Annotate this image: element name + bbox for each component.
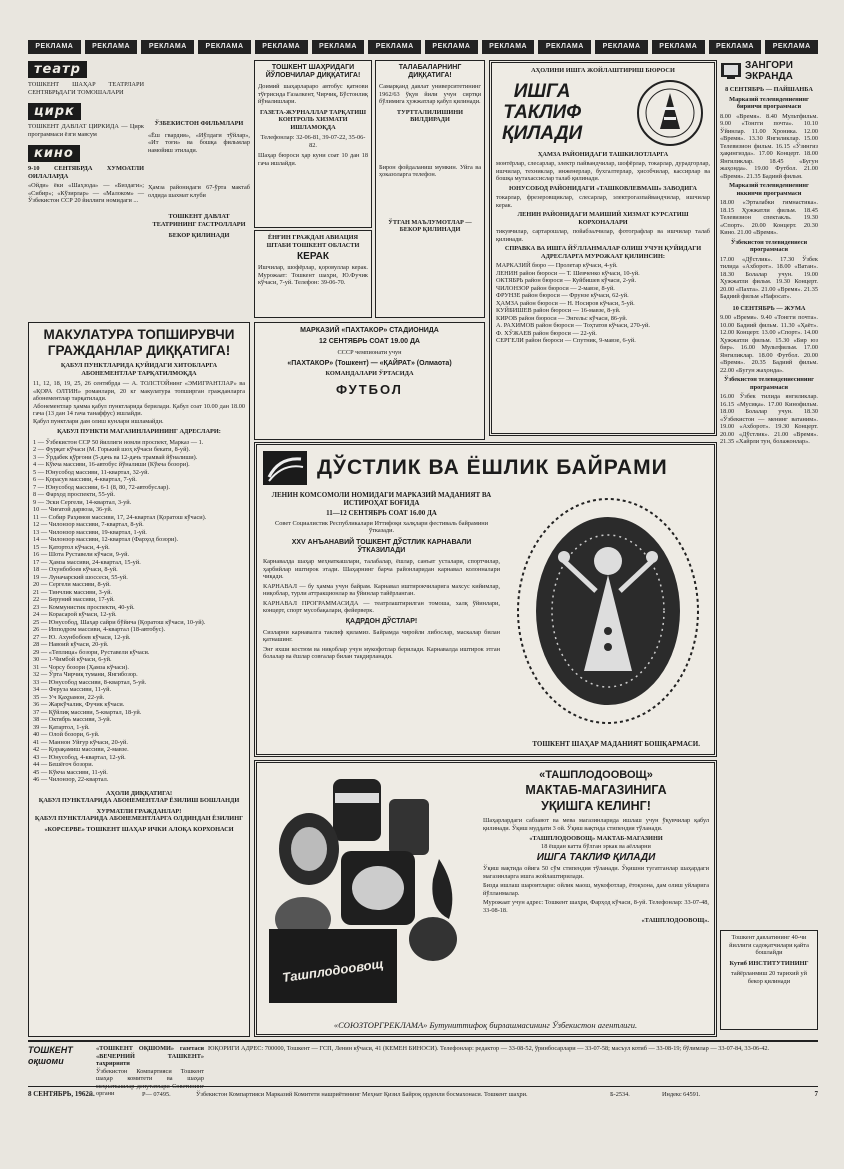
- footer-divider: [28, 1040, 818, 1042]
- tv-notice-heading: Кутиб ИНСТИТУТИНИНГ: [729, 959, 809, 967]
- address-item: 1 — Ўзбекистон ССР 50 йиллиги номли проспект, Марказ — 1.: [33, 438, 204, 446]
- festival-logo-icon: [263, 451, 307, 485]
- tv-schedule-3: 17.00 «Дўстлик». 17.30 Ўзбек тилида «Ахборот». 18.00 «Ватан». 18.30 Болалар учун. 19.00 Ҳужжатли фильм. 19.30 Концерт. 20.00 «Пахта». 21.00 «Время». 21.35 Бадиий фильм «Нафосат».: [720, 255, 818, 300]
- address-item: 35 — Уч Қаҳрамон, 22-уй.: [33, 693, 105, 701]
- waste-paper-notice: [28, 322, 250, 1037]
- address-item: 14 — Чилонзор массиви, 12-квартал (Фарҳод бозори).: [33, 536, 179, 543]
- plodo-signature: «ТАШПЛОДООВОЩ».: [641, 917, 709, 924]
- students-subheading: ТУРТТАЛИЛИШИНИ ВИЛДИРАДИ: [396, 108, 464, 124]
- address-item: 38 — Октябрь массиви, 3-уй.: [33, 716, 112, 723]
- students-notice: [375, 60, 485, 318]
- plodo-logo: Ташплодоовощ: [281, 955, 385, 986]
- students-title: ТАЛАБАЛАРНИНГ ДИҚҚАТИГА!: [398, 64, 462, 80]
- strip-label: РЕКЛАМА: [595, 40, 648, 54]
- address-item: 29 — «Теплица» бозори, Руставели кўчаси.: [33, 648, 150, 656]
- waste-paper-end-2: ҚАБУЛ ПУНКТЛАРИДА АБОНЕМЕНТЛАР ЁЗИЛИШ БОШЛАНДИ: [38, 797, 240, 804]
- address-item: 33 — Юнусобод массиви, 8-квартал, 5-уй.: [33, 678, 147, 686]
- tv-notice-text-2: тайёрланмиш 20 тарихий уй бекор қилинади: [731, 970, 807, 985]
- tv-section-4: Ўзбекистон телевидениесининг программаси: [724, 376, 814, 391]
- address-item: 21 — Тинчлик массиви, 3-уй.: [33, 588, 113, 596]
- newspaper-name: «ТОШКЕНТ ОҚШОМИ» газетаси «ВЕЧЕРНИЙ ТАШКЕНТ» таҳририяти: [96, 1045, 204, 1067]
- address-item: 18 — Охунбобоев кўчаси, 8-уй.: [33, 566, 118, 573]
- tv-section-2: Марказий телевидениенинг иккинчи программаси: [729, 182, 809, 197]
- carnival-p1: Карнавалда шаҳар меҳнаткашлари, талабалар, ёшлар, санъат усталари, спортчилар, ҳарбийлар иштирок этади. Шаҳарнинг барча районларидан карнавал колонналари чиқади.: [263, 558, 500, 581]
- carnival-p5: Энг яхши костюм ва ниқоблар учун мукофотлар берилади. Карнавалда иштирок этган болалар ва ёшлар совғалар билан тақдирланади.: [263, 645, 500, 661]
- address-item: 28 — Навоий кўчаси, 20-уй.: [33, 641, 109, 648]
- address-item: 46 — Чилонзор, 22-квартал.: [33, 776, 109, 783]
- theatre-heading: театр: [28, 61, 87, 78]
- strip-label: РЕКЛАМА: [709, 40, 762, 54]
- carnival-p2: КАРНАВАЛ — бу ҳамма учун байрам. Карнавал иштирокчиларига махсус кийимлар, ниқоблар, турли аттракционлар ва ўйинлар тайёрланган.: [263, 582, 500, 598]
- address-item: 20 — Сергели массиви, 8-уй.: [33, 581, 111, 588]
- students-text-2: Бирон фойдаланиш мумкин. Уйга ва ҳоказоларга телефон.: [379, 163, 481, 179]
- passengers-notice: [254, 60, 372, 228]
- address-item: 42 — Қорақамиш массиви, 2-мавзе.: [33, 746, 129, 753]
- job-sub-2: ЮНУСОБОД РАЙОНИДАГИ «ТАШКОВЛЕВМАШ» ЗАВОДИГА: [509, 184, 697, 192]
- festival-intro: Совет Социалистик Республикалари Иттифоқи халқлари фестиваль байрамини ўтказади.: [275, 519, 488, 535]
- festival-ad: [254, 442, 717, 757]
- advertisement-strip: [28, 40, 818, 54]
- job-offer-title-1: ИШГА: [513, 81, 571, 102]
- match-time: 12 СЕНТЯБРЬ СОАТ 19.00 ДА: [319, 338, 420, 346]
- tv-notice: [720, 930, 818, 1030]
- strip-label: РЕКЛАМА: [368, 40, 421, 54]
- football-label: ФУТБОЛ: [336, 381, 403, 397]
- strip-label: РЕКЛАМА: [85, 40, 138, 54]
- address-item: 3 — Ўрдабек қўрғони (5-дачь ва 12-дачь трамвай йўналиши).: [33, 453, 198, 461]
- address-item: 8 — Фарҳод проспекти, 55-уй.: [33, 491, 115, 498]
- job-offer-title: [502, 81, 582, 144]
- festival-text-column: [263, 491, 500, 731]
- address-item: 15 — Қатортол кўчаси, 4-уй.: [33, 543, 110, 551]
- strip-label: РЕКЛАМА: [198, 40, 251, 54]
- job-bureau-heading: АҲОЛИНИ ИШГА ЖОЙЛАШТИРИШ БЮРОСИ: [531, 67, 675, 74]
- strip-label: РЕКЛАМА: [425, 40, 478, 54]
- cinema-subheading: 9-10 СЕНТЯБРДА ХУМОАТЛИ ОИЛАЛАРДА: [28, 165, 144, 180]
- tv-icon: [720, 62, 742, 80]
- carnival-figure-icon: [508, 491, 708, 731]
- address-item: 19 — Луначарский шоссеси, 55-уй.: [33, 573, 128, 581]
- wanted-label: КЕРАК: [297, 251, 329, 262]
- tv-notice-text: Тошкент давлатининг 40-чи йиллиги садоқатчилари қайта бошлайди: [729, 934, 809, 956]
- address-item: 39 — Қатартол, 1-уй.: [33, 723, 90, 731]
- stadium-name: МАРКАЗИЙ «ПАХТАКОР» СТАДИОНИДА: [300, 327, 439, 334]
- tv-day-1: 8 СЕНТЯБРЬ — ПАЙШАНБА: [725, 86, 813, 93]
- address-item: 12 — Чилонзор массиви, 7-квартал, 8-уй.: [33, 521, 144, 528]
- job-address: СЕРГЕЛИ район бюроси — Спутник, 9-мавзе, 6-уй.: [496, 337, 636, 344]
- order-number: Б-2534.: [610, 1091, 630, 1098]
- job-bureau-logo-icon: [636, 79, 704, 147]
- job-address: ҲАМЗА район бюроси — Н. Носиров кўчаси, 5-уй.: [496, 299, 635, 307]
- issue-date: 8 СЕНТЯБРЬ, 1962й.: [28, 1090, 95, 1098]
- address-item: 43 — Юнусобод, 4-квартал, 12-уй.: [33, 753, 126, 761]
- cinema-heading: кино: [28, 145, 80, 162]
- address-item: 13 — Чилонзор массиви, 19-квартал, 1-уй.: [33, 528, 147, 536]
- job-address: МАРКАЗИЙ бюро — Пролетар кўчаси, 4-уй.: [496, 262, 618, 269]
- address-item: 27 — Ю. Ахунбобоев кўчаси, 12-уй.: [33, 633, 131, 641]
- festival-header: [263, 451, 708, 485]
- match-championship: СССР чемпионати учун: [337, 349, 402, 357]
- festival-illustration: [508, 491, 708, 731]
- address-item: 36 — Жаркўчалик, Фучик кўчаси.: [33, 701, 125, 708]
- waste-paper-subheading: ҚАБУЛ ПУНКТЛАРИДА ҚУЙИДАГИ ХИТОБЛАРГА АБОНЕМЕНТЛАР ТАРҚАТИЛМОҚДА: [60, 362, 218, 377]
- job-address: КИРОВ район бюроси — Энгельс кўчаси, 86-уй.: [496, 314, 628, 322]
- theatre-text: ТОШКЕНТ ШАҲАР ТЕАТРЛАРИ СЕНТЯБРЬДАГИ ТОМОШАЛАРИ: [28, 81, 144, 96]
- tv-title: [745, 60, 793, 82]
- carnival-p4: Сизларни карнавалга таклиф қиламиз. Байрамда чиройли либослар, маскалар билан қатнашинг.: [263, 628, 500, 644]
- waste-paper-title-2: ГРАЖДАНЛАР ДИҚҚАТИГА!: [47, 343, 231, 358]
- circus-heading: цирк: [28, 103, 81, 120]
- chess-club-text: Ҳамза районидаги 67-ўрта мактаб олдида шахмат клуби: [148, 184, 250, 199]
- theatre-tour-heading: ТОШКЕНТ ДАВЛАТ ТЕАТРИНИНГ ГАСТРОЛЛАРИ: [152, 213, 246, 228]
- job-text-3: тикувчилар, сартарошлар, пойабзалчилар, фотографлар ва ишчилар талаб қилинади.: [496, 228, 710, 243]
- films-heading: ЎЗБЕКИСТОН ФИЛЬМЛАРИ: [154, 120, 244, 127]
- plodo-age: 18 ёшдан катта бўлган эркак ва аёлларни: [541, 842, 651, 850]
- plodo-p1: Шаҳарлардаги сабзавот ва мева магазинларида ишлаш учун ўқувчилар қабул қилинади. Ўқиш муддати 3 ой. Ўқиш вақтида стипендия тўланади.: [483, 817, 709, 832]
- match-between: КОМАНДАЛАРИ ЎРТАСИДА: [325, 370, 414, 378]
- address-item: 41 — Маннон Уйғур кўчаси, 20-уй.: [33, 738, 128, 746]
- tv-heading: [720, 60, 818, 82]
- strip-label: РЕКЛАМА: [312, 40, 365, 54]
- waste-paper-address-heading: ҚАБУЛ ПУНКТИ МАГАЗИНЛАРИНИНГ АДРЕСЛАРИ:: [57, 428, 221, 435]
- tv-day-2: 10 СЕНТЯБРЬ — ЖУМА: [732, 304, 806, 312]
- students-footer: ЎТГАН МАЪЛУМОТЛАР — БЕКОР ҚИЛИНАДИ: [388, 218, 472, 234]
- strip-label: РЕКЛАМА: [141, 40, 194, 54]
- plodo-agency: «СОЮЗТОРГРЕКЛАМА» Бутуниттифоқ бирлашмасининг Ўзбекистон агентлиги.: [333, 1019, 638, 1030]
- address-item: 40 — Олой бозори, 6-уй.: [33, 731, 100, 738]
- job-offer-header: [502, 79, 704, 147]
- carnival-p3: КАРНАВАЛ ПРОГРАММАСИДА — театрлаштирилган томоша, халқ ўйинлари, концерт, спорт мусобақалари, фейерверк.: [263, 599, 500, 615]
- waste-paper-p3: Қабул пунктлари дам олиш кунлари ишламайди.: [33, 417, 164, 425]
- plodo-text-column: [483, 769, 709, 925]
- waste-paper-p2: Абонементлар ҳамма қабул пунктларида берилади. Қабул соат 10.00 дан 18.00 гача (13 дан 14 гача танаффус) ишлайди.: [33, 402, 245, 417]
- job-sub-1: ҲАМЗА РАЙОНИДАГИ ТАШКИЛОТЛАРГА: [537, 150, 669, 158]
- plodo-title-1: «ТАШПЛОДООВОЩ»: [539, 769, 653, 781]
- plodo-p2: Ўқиш вақтида ойига 50 сўм стипендия тўланади. Ўқишни тугатганлар шаҳардаги магазинларга ишга жойлаштирилади.: [483, 865, 709, 880]
- plodo-title-3: УҚИШГА КЕЛИНГ!: [541, 799, 651, 813]
- address-item: 4 — Кўкча массиви, 16-автобус йўналиши (Кўкча бозори).: [33, 461, 190, 468]
- address-item: 2 — Фурқат кўчаси (М. Горький шоҳ кўчаси бекати, 8-уй).: [33, 446, 191, 453]
- films-text: «Ёш гвардия», «Иўлдаги тўйлар», «Ит тоғи» ва бошқа фильмлар намойиш этилади.: [148, 131, 250, 154]
- waste-paper-title: [33, 327, 245, 359]
- press-service-hours: Шаҳар бюроси ҳар куни соат 10 дан 18 гача ишлайди.: [258, 152, 368, 167]
- plodo-illustration: [263, 769, 473, 1007]
- match-teams: «ПАХТАКОР» (Тошкент) — «ҚАЙРАТ» (Олмаота): [287, 359, 452, 367]
- address-item: 6 — Қорасув массиви, 4-квартал, 7-уй.: [33, 476, 137, 483]
- address-item: 11 — Собир Раҳимов массиви, 17, 24-квартал (Қоратош кўчаси).: [33, 513, 207, 521]
- address-item: 45 — Кўкча массиви, 11-уй.: [33, 768, 108, 776]
- print-code: Р— 07495.: [142, 1091, 171, 1098]
- cancelled-label: БЕКОР ҚИЛИНАДИ: [168, 232, 230, 239]
- address-item: 44 — Бешёғоч бозори.: [33, 761, 94, 768]
- index-number: Индекс 64591.: [662, 1091, 701, 1098]
- strip-label: РЕКЛАМА: [652, 40, 705, 54]
- carnival-held: ЎТКАЗИЛАДИ: [357, 546, 406, 554]
- carnival-heading: XXV АНЪАНАВИЙ ТОШКЕНТ ДЎСТЛИК КАРНАВАЛИ: [291, 538, 472, 546]
- strip-label: РЕКЛАМА: [482, 40, 535, 54]
- tv-program: [720, 60, 818, 1035]
- plodo-school-heading: «ТАШПЛОДООВОЩ» МАКТАБ-МАГАЗИНИ: [529, 835, 663, 842]
- address-item: 17 — Ҳамза массиви, 24-квартал, 15-уй.: [33, 558, 141, 566]
- plodo-p4: Мурожаат учун адрес: Тошкент шаҳри, Фарҳод кўчаси, 8-уй. Телефонлар: 33-07-48, 33-08-18.: [483, 899, 709, 914]
- plodo-title-2: МАКТАБ-МАГАЗИНИГА: [525, 783, 667, 797]
- tv-title-2: ЭКРАНДА: [745, 71, 793, 82]
- address-item: 34 — Феруза массиви, 11-уй.: [33, 686, 112, 693]
- waste-paper-end-5: «КОРСЕРВЕ» ТОШКЕНТ ШАҲАР ИЧКИ АЛОҚА КОРХОНАСИ: [44, 825, 234, 833]
- waste-paper-address-list: [33, 439, 245, 784]
- tv-section-3: Ўзбекистон телевидениеси программаси: [730, 238, 808, 253]
- print-house: Ўзбекистон Компартияси Марказий Комитети нашриётининг Меҳнат Қизил Байроқ орденли босмахонаси. Тошкент шаҳри.: [196, 1091, 528, 1098]
- job-address: А. РАХИМОВ район бюроси — Тоҳтатов кўчаси, 270-уй.: [496, 322, 650, 329]
- students-text: Самарқанд давлат университетининг 1962/63 ўқув йили учун сиртқи бўлимига ҳужжатлар қабул қилинади.: [379, 83, 481, 106]
- job-address: КУЙБИШЕВ район бюроси — 16-мавзе, 8-уй.: [496, 307, 621, 314]
- address-item: 30 — 1-Чимбой кўчаси, 6-уй.: [33, 656, 112, 663]
- job-address: Ф. ХЎЖАЕВ район бюроси — 22-уй.: [496, 329, 597, 337]
- job-address: ОКТЯБРЬ район бюроси — Куйбишев кўчаси, 2-уй.: [496, 277, 637, 284]
- festival-date: 11—12 СЕНТЯБРЬ СОАТ 16.00 ДА: [326, 509, 437, 518]
- address-item: 31 — Чорсу бозори (Ҳамза кўчаси).: [33, 663, 129, 671]
- address-item: 7 — Юнусобод массиви, 6-1 (8, 80, 72-автобуслар).: [33, 483, 170, 491]
- address-item: 5 — Юнусобод массиви, 11-квартал, 32-уй.: [33, 468, 150, 476]
- address-item: 16 — Шота Руставели кўчаси, 9-уй.: [33, 551, 130, 558]
- job-offer-title-2: ТАКЛИФ: [503, 102, 582, 123]
- editorial-address: [208, 1045, 818, 1075]
- address-item: 22 — Беруний массиви, 17-уй.: [33, 596, 115, 603]
- address-item: 25 — Юнусобод, Шаҳар сайри бўйича (Қоратош кўчаси, 10-уй).: [33, 618, 206, 626]
- strip-label: РЕКЛАМА: [538, 40, 591, 54]
- job-address-list: [496, 262, 710, 345]
- films-section: [148, 60, 250, 305]
- civil-defence-ad: [254, 230, 372, 318]
- plodo-p3: Бизда ишлаш шароитлари: ойлик маош, мукофотлар, ётоқхона, дам олиш уйларига йўлланмалар.: [483, 882, 709, 897]
- waste-paper-p1: 11, 12, 18, 19, 25, 26 сентябрда — А. ТОЛСТОЙнинг «ЭМИГРАНТЛАР» ва «ҚОРА ОЛТИН» романлари, 20 кг макулатура топширган гражданларга абонементлар тарқатилади.: [33, 380, 245, 402]
- footer-divider-2: [28, 1086, 818, 1087]
- tv-title-1: ЗАНГОРИ: [745, 60, 793, 71]
- press-service-phones: Телефонлар: 32-06-81, 39-07-22, 35-06-82.: [260, 134, 366, 149]
- tv-schedule-2: 18.00 «Эрталабки гимнастика». 18.15 Ҳужжатли фильм. 18.45 Телевизион спектакль. 19.30 «Спорт». 20.00 Концерт. 20.30 Кино. 21.00 «Время».: [720, 199, 818, 236]
- festival-venue: ЛЕНИН КОМСОМОЛИ НОМИДАГИ МАРКАЗИЙ МАДАНИЯТ ВА ИСТИРОҲАТ БОҒИДА: [271, 491, 492, 508]
- festival-title: ДЎСТЛИК ВА ЁШЛИК БАЙРАМИ: [317, 456, 668, 479]
- address-item: 24 — Корасарой кўчаси, 12-уй.: [33, 611, 117, 618]
- address-item: 10 — Чиғатой дарвоза, 36-уй.: [33, 506, 113, 513]
- football-ad: [254, 322, 485, 440]
- tv-schedule-1: 8.00 «Время». 8.40 Мультфильм. 9.00 «Тонгги почта». 10.10 Ўйинлар. 11.00 Хроника. 12.00 «Время». 13.30 Янгиликлар. 15.00 Телевизион фильм. 16.15 «Ўзингиз ҳақингизда». 17.00 Концерт. 18.00 Янгиликлар. 18.45 «Бугун жаҳонда». 19.00 Футбол. 21.00 «Время». 21.35 Бадиий фильм.: [720, 112, 818, 180]
- theatre-section: [28, 60, 144, 305]
- address-item: 32 — Ўрта Чирчиқ тумани, Янгибозор.: [33, 671, 138, 678]
- civil-defence-heading: ЁНҒИН ГРАЖДАН АВИАЦИЯ ШТАБИ ТОШКЕНТ ОБЛАСТИ: [266, 234, 360, 249]
- job-address: ФРУНЗЕ район бюроси — Фрунзе кўчаси, 62-уй.: [496, 292, 629, 299]
- masthead-logo: [28, 1045, 94, 1073]
- job-text-2: токарлар, фрезеровщиклар, слесарлар, электрогазпайвандчилар, ишчилар керак.: [496, 194, 710, 209]
- tv-schedule-5: 16.00 Ўзбек тилида янгиликлар. 16.15 «Мусиқа». 17.00 Кинофильм. 18.00 Болалар учун. 18.30 «Ўзбекистон — менинг ватаним». 19.00 «Ахборот». 19.30 Концерт. 20.00 «Дўстлик». 21.00 «Время». 21.35 «Хайрли тун, болажонлар».: [720, 393, 818, 445]
- passengers-title: ТОШКЕНТ ШАҲРИДАГИ ЙЎЛОВЧИЛАР ДИҚҚАТИГА!: [265, 64, 361, 80]
- editorial-address-text: ЮҚОРИГИ АДРЕС: 700000, Тошкент — ГСП, Ленин кўчаси, 41 (КЕМЕН БИНОСИ). Телефонлар: редактор — 33-08-52, ўринбосарлари — 33-07-58; масъул котиб — 33-08-19; бўлимлар — 33-07-84, 33-06-42.: [208, 1045, 770, 1052]
- waste-paper-title-1: МАКУЛАТУРА ТОПШИРУВЧИ: [43, 327, 235, 342]
- festival-body: [263, 491, 708, 731]
- tv-schedule-4: 9.00 «Время». 9.40 «Тонгги почта». 10.00 Бадиий фильм. 11.30 «Ҳаёт». 12.00 Концерт. 13.00 «Спорт». 14.00 Ҳужжатли фильм. 15.30 «Бир юз бир». 16.00 Мультфильм. 17.00 Янгиликлар. 18.00 Футбол. 20.00 «Время». 20.35 Бадиий фильм. 22.00 «Бугун жаҳонда».: [720, 314, 818, 374]
- address-item: 26 — Ипподром массиви, 4-квартал (18-автобус).: [33, 626, 166, 633]
- tashplodoovosh-ad: [254, 760, 717, 1037]
- dear-friends: ҚАДРДОН ДЎСТЛАР!: [345, 617, 418, 625]
- job-offer-title-3: ҚИЛАДИ: [502, 123, 583, 144]
- masthead-text: ТОШКЕНТ оқшоми: [28, 1045, 73, 1066]
- festival-signature: ТОШКЕНТ ШАҲАР МАДАНИЯТ БОШҚАРМАСИ.: [532, 739, 700, 748]
- job-address: ЛЕНИН район бюроси — Т. Шевченко кўчаси, 10-уй.: [496, 269, 640, 277]
- job-sub-3: ЛЕНИН РАЙОНИДАГИ МАИШИЙ ХИЗМАТ КУРСАТИШ КОРХОНАЛАРИ: [517, 211, 689, 226]
- waste-paper-end-4: ҚАБУЛ ПУНКТЛАРИДА АБОНЕМЕНТЛАРГА ОЛДИНДАН ЁЗИЛИНГ: [34, 815, 244, 822]
- job-sub-4: СПРАВКА ВА ИШГА ЙЎЛЛАНМАЛАР ОЛИШ УЧУН ҚУЙИДАГИ АДРЕСЛАРГА МУРОЖААТ ҚИЛИНСИН:: [504, 245, 702, 260]
- wanted-text: Ишчилар, шофёрлар, қоровуллар керак. Мурожаат: Тошкент шаҳри, Ю.Фучик кўчаси, 7-уй. Телефон: 39-06-70.: [258, 264, 368, 286]
- page-number: 7: [814, 1090, 818, 1098]
- strip-label: РЕКЛАМА: [255, 40, 308, 54]
- job-offer-ad: [489, 60, 717, 436]
- address-item: 23 — Коммунистик проспекти, 40-уй.: [33, 603, 135, 611]
- circus-text: ТОШКЕНТ ДАВЛАТ ЦИРКИДА — Цирк программаси ёзги мавсум: [28, 123, 144, 138]
- plodo-invite: ИШГА ТАКЛИФ ҚИЛАДИ: [536, 852, 656, 863]
- waste-paper-end-3: ХУРМАТЛИ ГРАЖДАНЛАР!: [96, 807, 182, 815]
- passengers-text: Доимий шаҳарлараро автобус қатнови тўғрисида Ғазалкент, Чирчиқ, Бўстонлиқ йўналишлари.: [258, 83, 368, 106]
- job-address: ЧИЛОНЗОР район бюроси — 2-мавзе, 8-уй.: [496, 284, 615, 292]
- strip-label: РЕКЛАМА: [28, 40, 81, 54]
- waste-paper-end-1: АҲОЛИ ДИҚҚАТИГА!: [105, 789, 173, 797]
- address-item: 37 — Қўйлиқ массиви, 5-квартал, 18-уй.: [33, 708, 142, 716]
- strip-label: РЕКЛАМА: [765, 40, 818, 54]
- job-text-1: монтёрлар, слесарлар, электр пайвандчилар, шофёрлар, токарлар, дурадгорлар, ишчилар, техниклар, инженерлар, бухгалтерлар, ҳисобчилар, кассирлар ва бошқа мутахассислар талаб қилинади.: [496, 160, 710, 182]
- newspaper-organ: Ўзбекистон Компартияси Тошкент шаҳар комитети ва шаҳар органи: [96, 1067, 204, 1097]
- press-service-heading: ГАЗЕТА-ЖУРНАЛЛАР ТАРҚАТИШ КОНТРОЛЬ ХИЗМАТИ ИШЛАМОҚДА: [259, 108, 367, 131]
- cinema-text: «Ойди» ёки «Шаҳзода» — «Биздаги»; «Сибир»; «Кўзирлар» — «Малоком» — Ўзбекистон ССР 20 йиллиги номидаги ...: [28, 182, 144, 204]
- tv-section-1: Марказий телевидениенинг биринчи программаси: [729, 95, 809, 110]
- address-item: 9 — Эски Сергели, 14-квартал, 3-уй.: [33, 498, 132, 506]
